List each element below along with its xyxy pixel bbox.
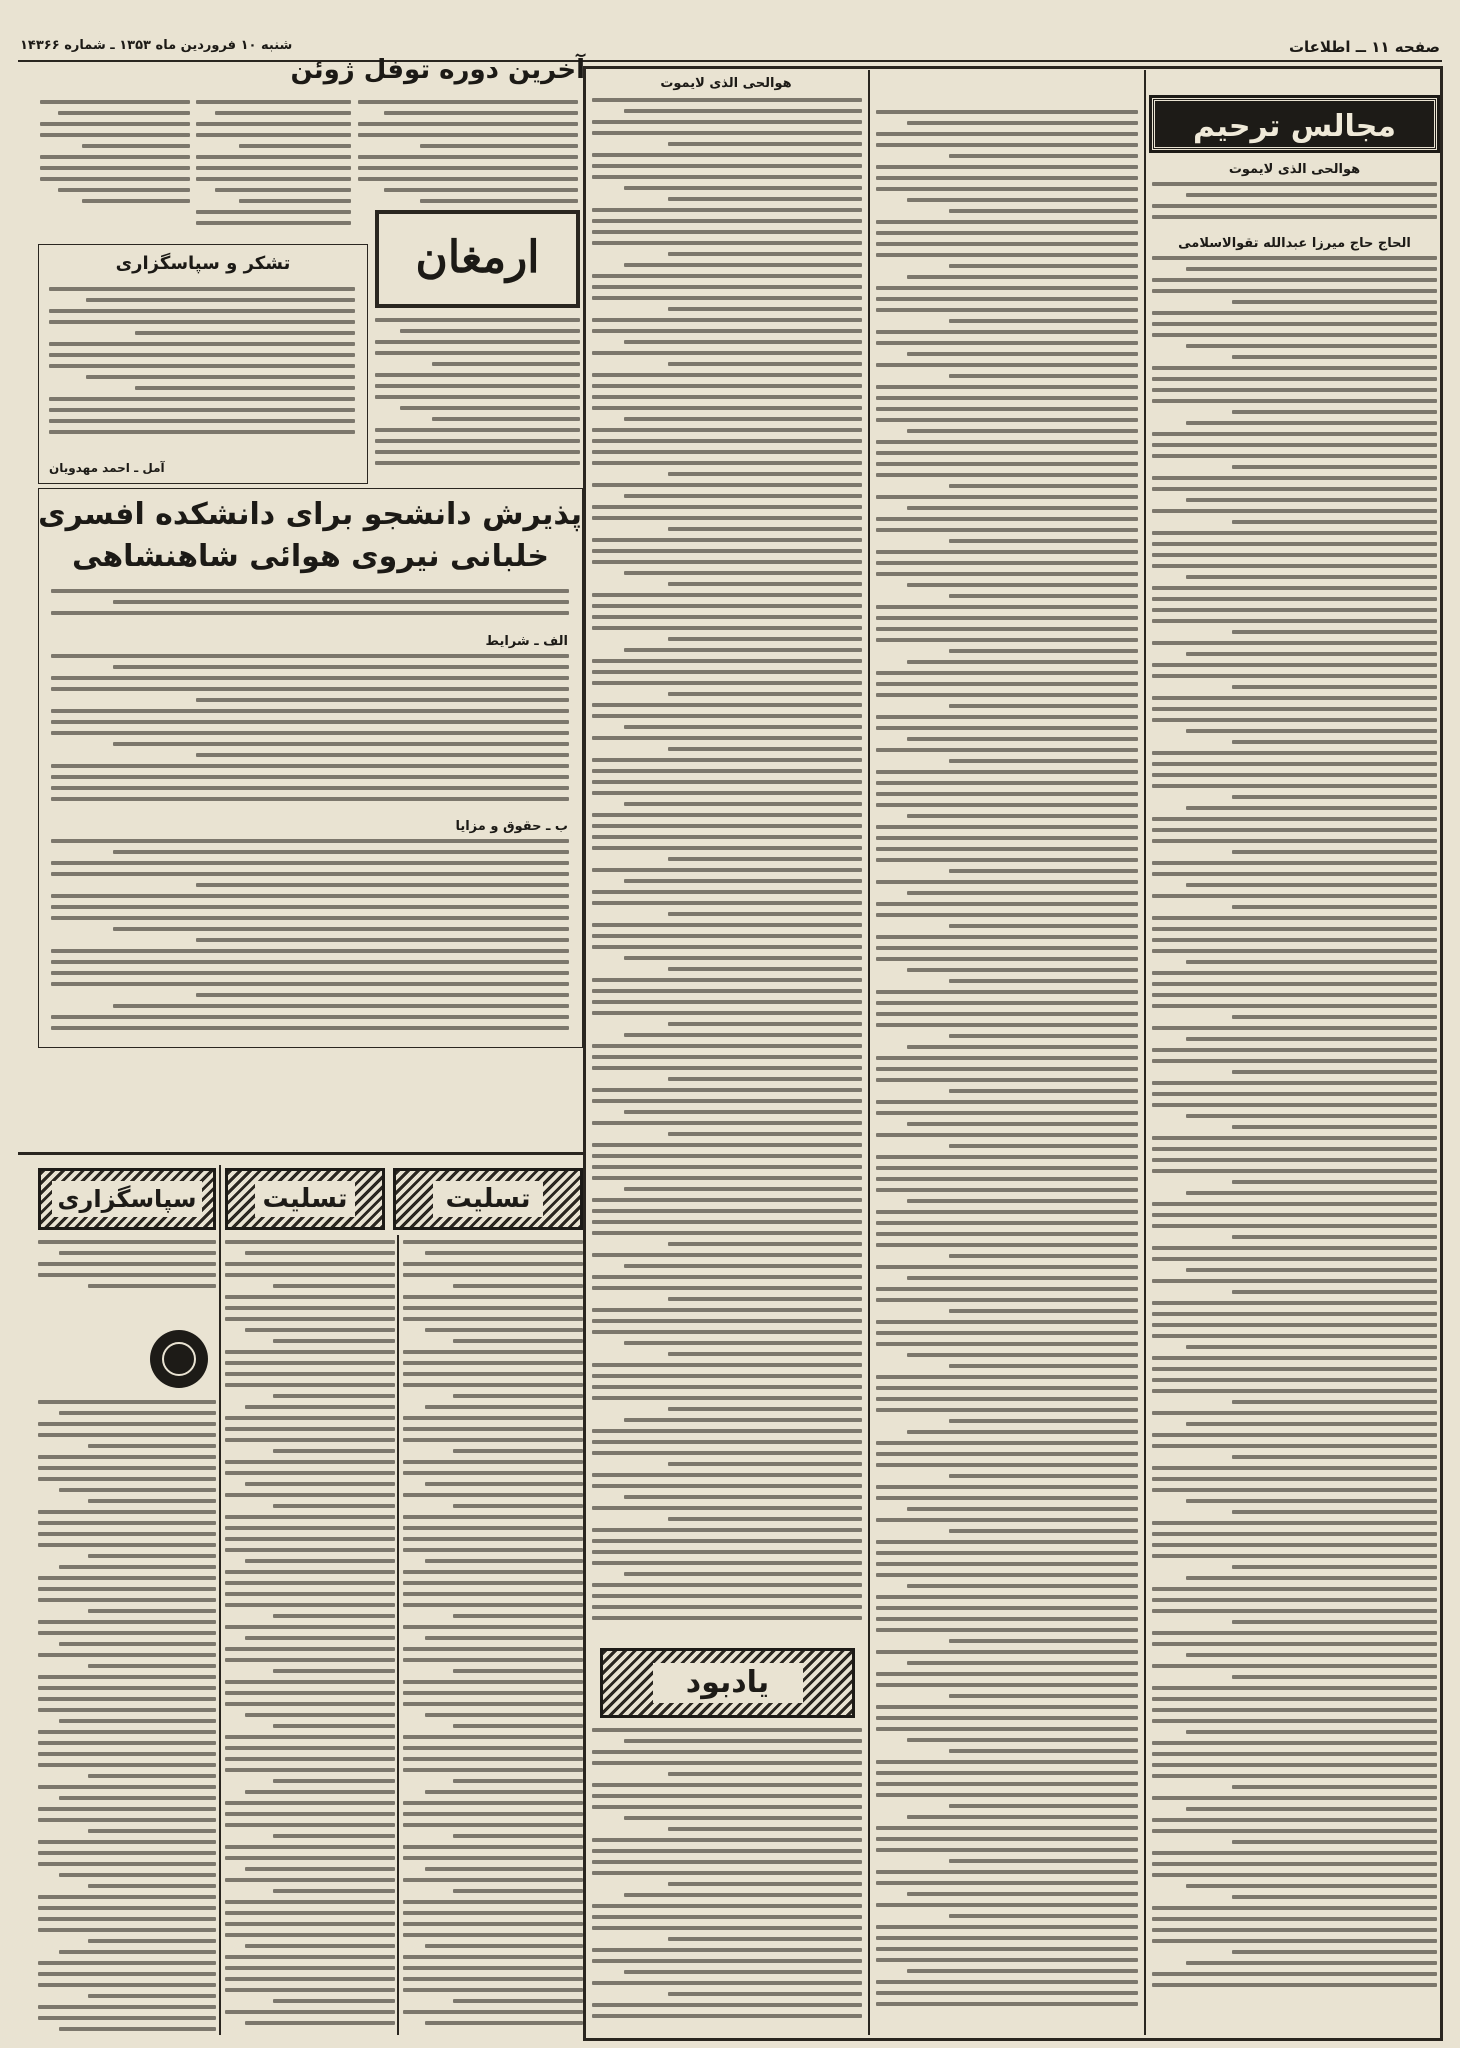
lions-club-emblem (150, 1330, 208, 1388)
armaghan-logo: ارمغان (415, 232, 540, 283)
condolence-col-b (225, 1240, 395, 2040)
bottom-left-col-a (38, 1400, 216, 2040)
taslit-banner-a: تسلیت (225, 1168, 385, 1230)
yadbood-text (592, 1728, 862, 2030)
airforce-ad-title-line1: پذیرش دانشجو برای دانشکده افسری (38, 497, 582, 532)
header-rule (18, 60, 1442, 62)
airforce-ad-title-line2: خلبانی نیروی هوائی شاهنشاهی (72, 539, 549, 574)
airforce-ad-section-a: الف ـ شرایط (485, 634, 568, 649)
sepasgozari-banner: سپاسگزاری (38, 1168, 216, 1230)
right-col-text-1 (1152, 182, 1437, 232)
toefl-news-text-right (358, 100, 578, 210)
mid-first-entry-title: هوالحی الذی لایموت (660, 76, 792, 91)
toefl-news-title: آخرین دوره توفل ژوئن (290, 55, 585, 85)
left-section-divider (18, 1152, 583, 1155)
condolence-col-c (403, 1240, 583, 2040)
right-second-entry-title: الحاج حاج میرزا عبدالله تقوالاسلامی (1178, 236, 1411, 251)
taslit-banner-b: تسلیت (393, 1168, 583, 1230)
airforce-ad (38, 488, 583, 1048)
bottom-left-vertical-divider (219, 1165, 221, 2035)
thanks-text (49, 287, 355, 447)
thanks-box (38, 244, 368, 484)
col-divider-1 (868, 70, 870, 2035)
mid-right-col-text (876, 110, 1138, 2030)
armaghan-logo-box (375, 210, 580, 308)
right-first-entry-title: هوالحی الذی لایموت (1228, 162, 1361, 177)
toefl-news-text-mid (196, 100, 351, 230)
airforce-ad-section-b: ب ـ حقوق و مزایا (455, 819, 568, 834)
thanks-signature: آمل ـ احمد مهدویان (49, 461, 165, 475)
thanks-title: تشکر و سپاسگزاری (115, 253, 291, 274)
majales-tarhim-banner: مجالس ترحیم (1152, 98, 1437, 150)
toefl-news-text-left (40, 100, 190, 210)
page-header-left: شنبه ۱۰ فروردین ماه ۱۳۵۳ ـ شماره ۱۴۳۶۶ (20, 38, 293, 53)
yadbood-banner: یادبود (600, 1648, 855, 1718)
airforce-ad-intro (51, 589, 569, 631)
right-col-text-2 (1152, 256, 1437, 2031)
col-divider-2 (1144, 70, 1146, 2035)
airforce-ad-benefits (51, 839, 569, 1037)
lions-emblem-inner (162, 1342, 196, 1376)
mid-left-col-text (592, 98, 862, 1636)
page-header-right: صفحه ۱۱ ــ اطلاعات (1288, 38, 1440, 56)
airforce-ad-conditions (51, 654, 569, 814)
armaghan-text (375, 318, 580, 483)
sepasgozari-text (38, 1240, 216, 1300)
bottom-left-vertical-divider-2 (397, 1235, 399, 2035)
